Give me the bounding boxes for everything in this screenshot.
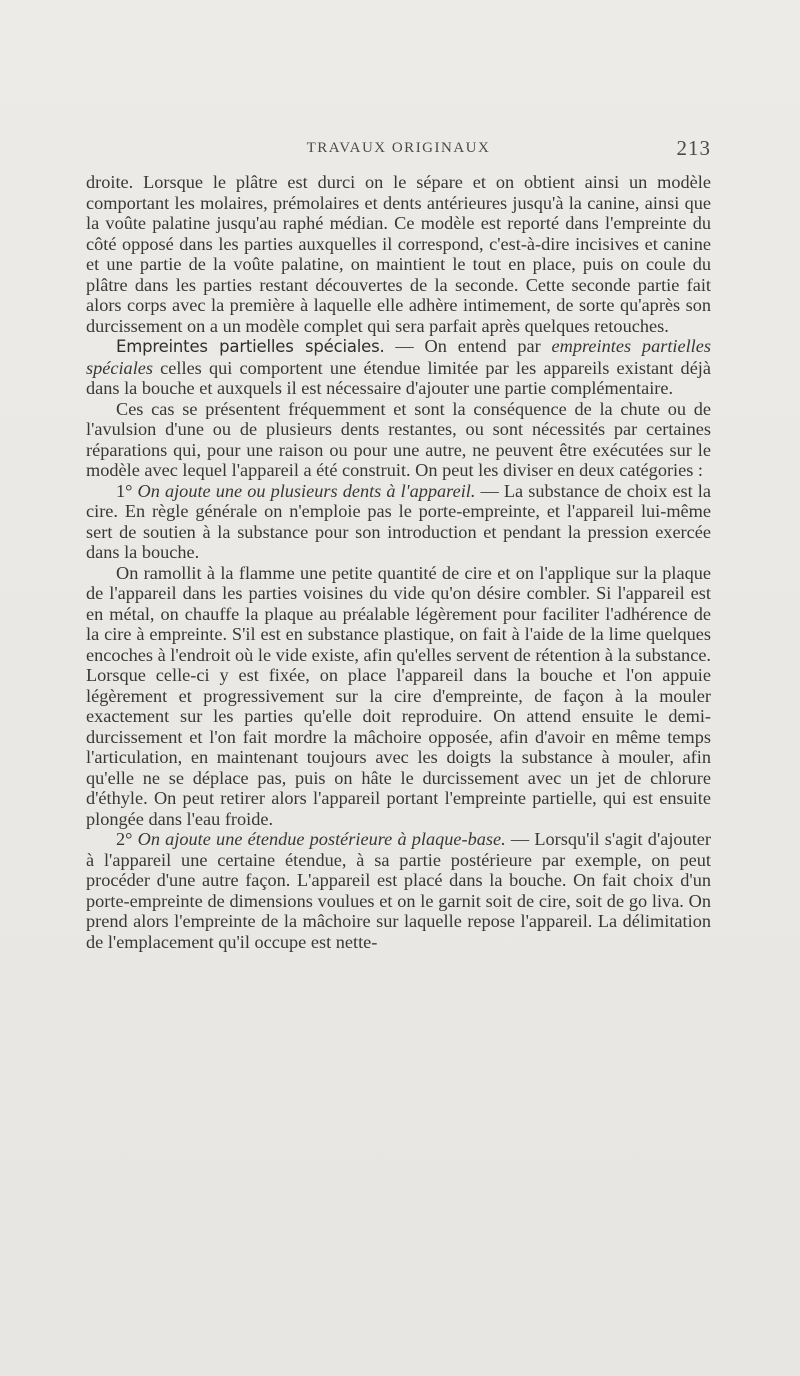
paragraph-text: celles qui comportent une étendue limitée par les appareils existant déjà dans la bouche et auxquels il est nécessaire d'ajouter une partie complémentaire.	[86, 357, 711, 398]
page-number: 213	[676, 136, 711, 160]
running-title: TRAVAUX ORIGINAUX	[306, 140, 491, 156]
list-number: 1°	[116, 480, 133, 501]
paragraph-1	[86, 172, 711, 336]
paragraph-text: droite. Lorsque le plâtre est durci on le sépare et on obtient ainsi un modèle comportant les molaires, prémolaires et dents antérieures jusqu'à la canine, ainsi que la voûte palatine jusqu'au raphé médian. Ce modèle est reporté dans l'empreinte du côté opposé dans les parties auxquelles il correspond, c'est-à-dire incisives et canine et une partie de la voûte palatine, on maintient le tout en place, puis on coule du plâtre dans les parties restant découvertes de la seconde. Cette seconde partie fait alors corps avec la première à laquelle elle adhère intimement, de sorte qu'après son durcissement on a un modèle complet qui sera parfait après quelques retouches.	[86, 172, 711, 336]
section-heading: Empreintes partielles spéciales.	[116, 337, 385, 356]
paragraph-5	[86, 563, 711, 830]
paragraph-2	[86, 336, 711, 399]
running-head	[86, 136, 711, 166]
list-number: 2°	[116, 829, 133, 849]
paragraph-3	[86, 399, 711, 481]
paragraph-text: Ces cas se présentent fréquemment et sont la conséquence de la chute ou de l'avulsion d'une ou de plusieurs dents restantes, ou sont nécessités par certaines réparations qui, pour une raison ou pour une autre, ne peuvent être exécutées sur le modèle avec lequel l'appareil a été construit. On peut les diviser en deux catégories :	[86, 398, 711, 480]
paragraph-6	[86, 829, 711, 952]
italic-term: empreintes partielles spéciales	[86, 336, 711, 378]
italic-subheading: On ajoute une étendue postérieure à plaque-base.	[132, 829, 506, 849]
paragraph-lead: — On entend par	[384, 336, 552, 356]
body-text	[86, 172, 711, 952]
paragraph-text: — Lorsqu'il s'agit d'ajouter à l'appareil une certaine étendue, à sa partie postérieure par exemple, on peut procéder d'une autre façon. L'appareil est placé dans la bouche. On fait choix d'un porte-empreinte de dimensions voulues et on le garnit soit de cire, soit de go liva. On prend alors l'empreinte de la mâchoire sur laquelle repose l'appareil. La délimitation de l'emplacement qu'il occupe est nette-	[86, 829, 711, 952]
paragraph-text: On ramollit à la flamme une petite quantité de cire et on l'applique sur la plaque de l'appareil dans les parties voisines du vide qu'on désire combler. Si l'appareil est en métal, on chauffe la plaque au préalable légèrement pour faciliter l'adhérence de la cire à empreinte. S'il est en substance plastique, on fait à l'aide de la lime quelques encoches à l'endroit où le vide existe, afin qu'elles servent de rétention à la substance. Lorsque celle-ci y est fixée, on place l'appareil dans la bouche et l'on appuie légèrement et progressivement sur la cire d'empreinte, de façon à la mouler exactement sur les parties qu'elle doit reproduire. On attend ensuite le demi-durcissement et l'on fait mordre la mâchoire opposée, afin d'avoir en même temps l'articulation, en maintenant toujours avec les doigts la substance à mouler, afin qu'elle ne se déplace pas, puis on hâte le durcissement avec un jet de chlorure d'éthyle. On peut retirer alors l'appareil portant l'empreinte partielle, qui est ensuite plongée dans l'eau froide.	[86, 562, 711, 829]
paragraph-text: — La substance de choix est la cire. En règle générale on n'emploie pas le porte-empreinte, et l'appareil lui-même sert de soutien à la substance pour son introduction et pendant la pression exercée dans la bouche.	[86, 480, 711, 562]
paragraph-4	[86, 481, 711, 563]
italic-subheading: On ajoute une ou plusieurs dents à l'appareil.	[132, 480, 476, 501]
